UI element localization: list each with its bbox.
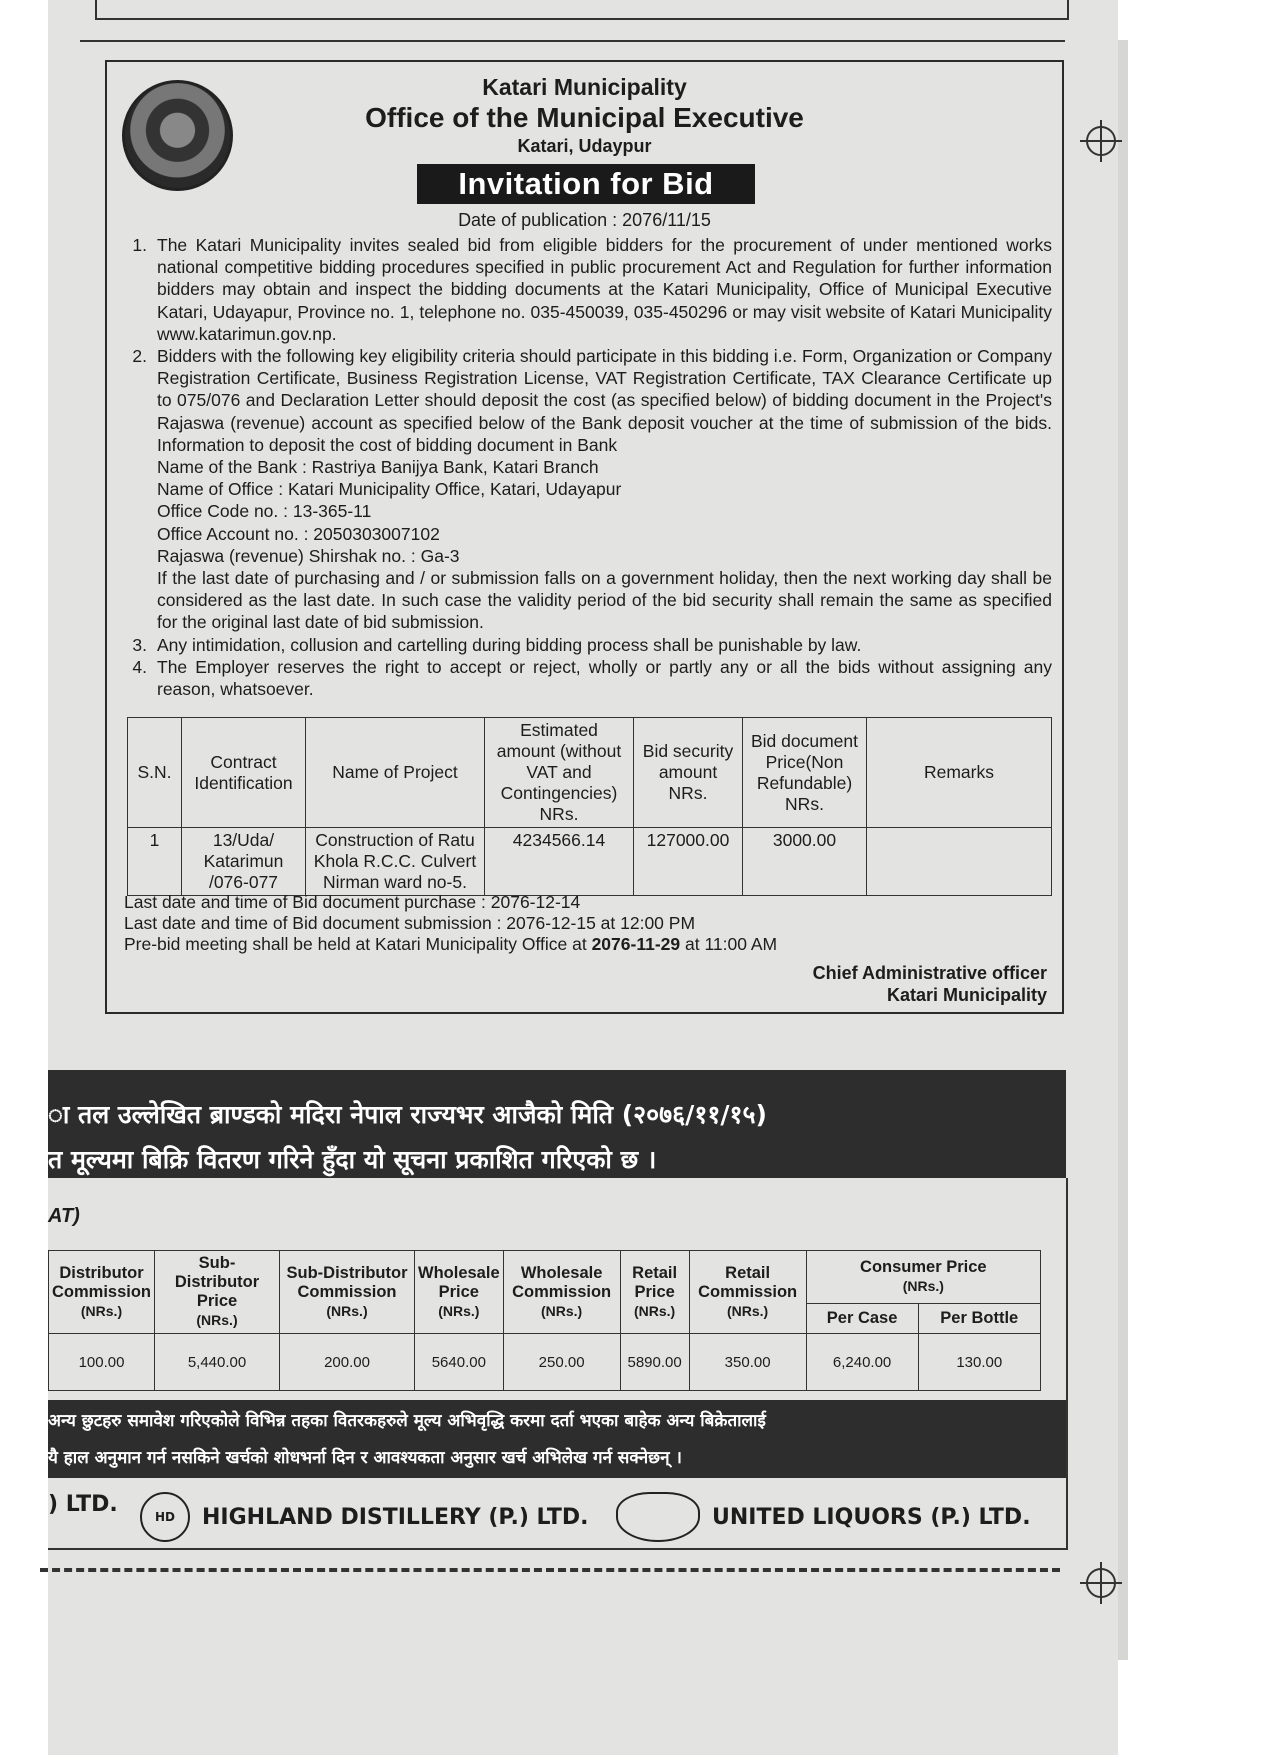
unit-label: (NRs.) [326,1302,368,1319]
unit-label: (NRs.) [196,1312,238,1328]
column-header: Per Case [806,1303,918,1333]
table-cell: 100.00 [49,1334,155,1391]
cut-line [40,1568,1060,1578]
header-label: Retail Commission [698,1263,798,1301]
clause-text: Any intimidation, collusion and cartelling during bidding process shall be punishable by law. [157,634,862,655]
prebid-date: 2076-11-29 [591,934,681,954]
registration-mark-icon [1086,126,1116,156]
registration-mark-icon [1086,1568,1116,1598]
table-row [128,828,1052,896]
clause-body [157,345,1052,634]
table-cell: 3000.00 [743,828,867,896]
table-cell: 5640.00 [415,1334,504,1391]
united-liquors-crest-icon [616,1492,700,1542]
vat-label: AT) [48,1205,80,1227]
ad-note-line: अन्य छुटहरु समावेश गरिएकोले विभिन्न तहका वितरकहरुले मूल्य अभिवृद्धि करमा दर्ता भएका बाहेक अन्य बिक्रेतालाई [48,1411,766,1431]
table-cell: 6,240.00 [806,1334,918,1391]
table-header-row [128,718,1052,828]
office-info: Name of Office : Katari Municipality Office, Katari, Udayapur [157,479,622,500]
bid-table [127,717,1052,896]
prebid-time: at 11:00 AM [680,934,778,954]
column-header [620,1251,689,1334]
header-label: Retail Price [632,1263,678,1301]
ad-note [48,1403,1048,1477]
highland-logo-icon: HD [140,1492,190,1542]
table-cell: 1 [128,828,182,896]
header-label: Wholesale Commission [512,1263,612,1301]
column-header: Bid security amount NRs. [634,718,743,828]
column-header: S.N. [128,718,182,828]
column-header [155,1251,280,1334]
submission-deadline: Last date and time of Bid document submission : 2076-12-15 at 12:00 PM [124,913,696,933]
prebid-meeting [124,934,1044,955]
table-cell: 127000.00 [634,828,743,896]
purchase-deadline: Last date and time of Bid document purchase : 2076-12-14 [124,892,581,912]
table-cell: Construction of Ratu Khola R.C.C. Culvert Nirman ward no-5. [306,828,485,896]
signatory-org: Katari Municipality [886,985,1047,1005]
brand-name: UNITED LIQUORS (P.) LTD. [712,1504,1031,1530]
column-header: Estimated amount (without VAT and Contingencies) NRs. [485,718,634,828]
clause [117,634,1052,656]
header-label: Wholesale Price [418,1263,500,1301]
table-cell: 4234566.14 [485,828,634,896]
notice-title: Invitation for Bid [417,164,755,204]
unit-label: (NRs.) [541,1302,583,1319]
office-name: Office of the Municipal Executive [365,102,804,133]
table-cell: 350.00 [689,1334,806,1391]
clause-number: 3. [132,634,147,655]
ad-note-line: यै हाल अनुमान गर्न नसकिने खर्चको शोधभर्ना दिन र आवश्यकता अनुसार खर्च अभिलेख गर्न सक्नेछन् । [48,1448,682,1468]
column-header: Per Bottle [918,1303,1040,1333]
column-header: Name of Project [306,718,485,828]
signatory-title: Chief Administrative officer [812,963,1047,983]
unit-label: (NRs.) [902,1277,944,1294]
previous-notice-border [95,0,1069,20]
table-cell [867,828,1052,896]
column-header: Contract Identification [182,718,306,828]
clause [117,656,1052,700]
table-row [49,1334,1041,1391]
unit-label: (NRs.) [634,1302,676,1319]
brand-logos [48,1480,1048,1548]
clause [117,234,1052,345]
bid-notice [105,60,1064,1014]
deadlines [124,892,1044,955]
header-label: Sub-Distributor Price [174,1254,260,1310]
clause-text: The Katari Municipality invites sealed bid from eligible bidders for the procurement of under mentioned works national competitive bidding procedures specified in public procurement Act and Regulation for further information bidders may obtain and inspect the bidding documents at the Katari Municipality, Office of Municipal Executive Katari, Udayapur, Province no. 1, telephone no. 035-450039, 035-450296 or may visit website of Katari Municipality www.katarimun.gov.np. [157,235,1052,344]
brand-highland [140,1492,589,1542]
column-header [280,1251,415,1334]
unit-label: (NRs.) [80,1302,123,1319]
office-account: Office Account no. : 2050303007102 [157,523,440,544]
column-header [415,1251,504,1334]
ad-headline-line: त मूल्यमा बिक्रि वितरण गरिने हुँदा यो सूचना प्रकाशित गरिएको छ । [48,1145,657,1174]
table-cell: 13/Uda/ Katarimun /076-077 [182,828,306,896]
clause-number: 2. [132,346,147,367]
column-header: Bid document Price(Non Refundable) NRs. [743,718,867,828]
clause-text: The Employer reserves the right to accept or reject, wholly or partly any or all the bids without assigning any reason, whatsoever. [157,656,1052,700]
paper-edge [1118,40,1128,1660]
signature-block [813,962,1047,1006]
clause-text: Bidders with the following key eligibility criteria should participate in this bidding i.e. Form, Organization or Company Registration Certificate, Business Registration License, VAT Registration Certificate, TAX Clearance Certificate up to 075/076 and Declaration Letter should deposit the cost (as specified below) of bidding document in the Project's Rajaswa (revenue) account as specified below of the Bank deposit voucher at the time of submission of the bids. Information to deposit the cost of bidding document in Bank [157,346,1052,455]
clause-number: 1. [132,235,147,255]
prebid-text: Pre-bid meeting shall be held at Katari Municipality Office at [124,934,592,954]
notice-body [117,234,1052,700]
brand-partial [48,1492,118,1517]
table-cell: 200.00 [280,1334,415,1391]
column-header [503,1251,620,1334]
table-cell: 5,440.00 [155,1334,280,1391]
header-label: Consumer Price [860,1257,987,1276]
column-header [689,1251,806,1334]
table-cell: 130.00 [918,1334,1040,1391]
clause-number: 4. [132,656,147,677]
brand-united [616,1492,1031,1542]
org-name: Katari Municipality [482,74,687,100]
table-cell: 5890.00 [620,1334,689,1391]
brand-name: HIGHLAND DISTILLERY (P.) LTD. [202,1504,589,1530]
office-location: Katari, Udaypur [517,136,652,156]
table-cell: 250.00 [503,1334,620,1391]
publication-date: Date of publication : 2076/11/15 [458,210,711,230]
header-label: Distributor Commission [52,1263,152,1301]
divider [80,40,1065,42]
column-header: Remarks [867,718,1052,828]
price-table [48,1250,1041,1391]
header-label: Sub-Distributor Commission [286,1263,408,1301]
ad-headline [0,1092,1008,1182]
office-code: Office Code no. : 13-365-11 [157,501,372,522]
column-header [806,1251,1040,1304]
bank-name: Name of the Bank : Rastriya Banijya Bank, Katari Branch [157,457,599,478]
brand-name: ) LTD. [48,1492,118,1517]
clause [117,345,1052,634]
ad-headline-line: ा तल उल्लेखित ब्राण्डको मदिरा नेपाल राज्यभर आजैको मिति (२०७६/११/१५) [48,1100,767,1129]
column-header [49,1251,155,1334]
unit-label: (NRs.) [727,1302,769,1319]
holiday-clause: If the last date of purchasing and / or submission falls on a government holiday, then the next working day shall be considered as the last date. In such case the validity period of the bid security shall remain the same as specified for the original last date of bid submission. [157,568,1052,633]
table-header-row [49,1251,1041,1304]
unit-label: (NRs.) [438,1302,480,1319]
rajaswa-shirshak: Rajaswa (revenue) Shirshak no. : Ga-3 [157,545,460,566]
